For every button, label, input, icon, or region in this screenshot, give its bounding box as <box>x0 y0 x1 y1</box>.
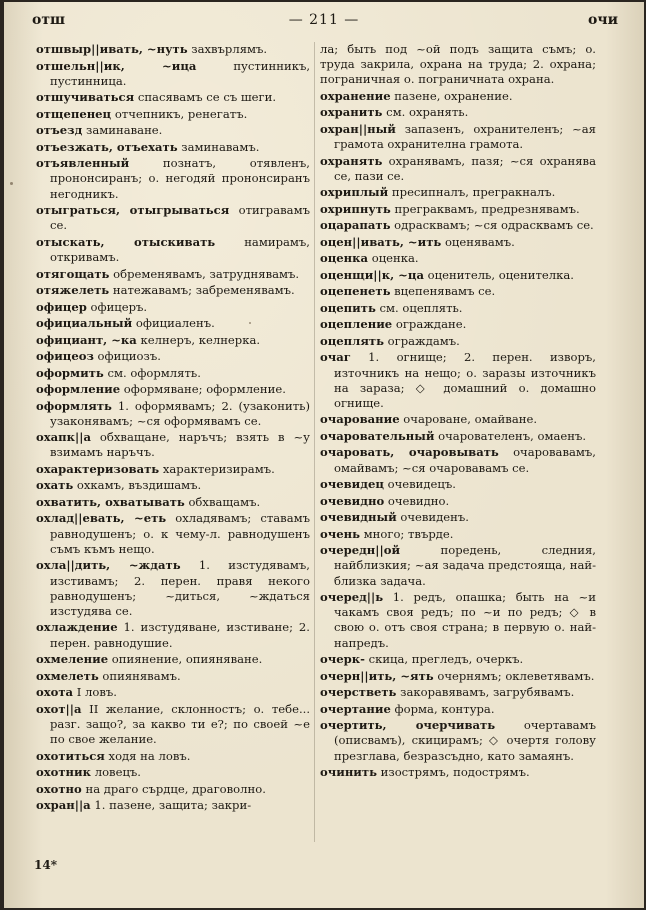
definition: на драго сърдце, драговолно. <box>81 781 266 796</box>
definition: очаровавамъ, омайвамъ; ~ся очаровавамъ се. <box>334 445 596 475</box>
definition: келнеръ, келнерка. <box>136 332 261 347</box>
headword: отшвыр||ивать, ~нуть <box>36 42 188 56</box>
dictionary-entry <box>36 382 310 397</box>
headword: охриплый <box>320 185 389 200</box>
definition: охранявамъ, пазя; ~ся охранява се, пази се. <box>334 153 596 183</box>
definition: пустинникъ, пустинница. <box>50 58 311 88</box>
headword: офицеоз <box>36 349 94 364</box>
definition: охкамъ, въздишамъ. <box>73 478 202 493</box>
dictionary-entry <box>36 511 310 557</box>
definition: спасявамъ се съ шеги. <box>134 90 277 105</box>
headword: отшельн||ик, ~ица <box>36 58 197 73</box>
dictionary-entry <box>320 235 596 250</box>
dictionary-entry <box>36 430 310 460</box>
headword: очерстветь <box>320 685 397 700</box>
headword: очаровать, очаровывать <box>320 445 499 460</box>
headword: оформить <box>36 365 104 380</box>
definition: 1. изстудявамъ, изстивамъ; 2. перен. правя некого равнодушенъ; ~диться, ~ждаться изстудява се. <box>50 558 310 618</box>
headword: охлаждение <box>36 620 118 635</box>
dictionary-entry <box>320 334 596 349</box>
headword: очередн||ой <box>320 543 401 558</box>
dictionary-entry <box>36 316 310 331</box>
definition: намирамъ, откривамъ. <box>50 234 310 265</box>
dictionary-entry <box>320 185 596 200</box>
headword: отъявленный <box>36 156 130 171</box>
definition: изострямъ, подострямъ. <box>376 765 530 780</box>
dictionary-entry <box>36 669 310 684</box>
definition: I ловъ. <box>73 685 117 700</box>
dictionary-entry <box>320 590 596 651</box>
page-header <box>4 12 644 34</box>
definition: поредень, следния, найблизкия; ~ая задача предстояща, най-близка задача. <box>334 543 596 588</box>
headword: отшучиваться <box>36 90 135 105</box>
headword: оформлять <box>36 398 112 413</box>
headword: очинить <box>320 765 377 780</box>
dictionary-entry <box>36 42 310 57</box>
headword: оформление <box>36 382 121 397</box>
headword: очеред||ь <box>320 590 384 605</box>
headword: оценка <box>320 251 369 266</box>
definition: оформяване; оформление. <box>120 382 286 397</box>
definition: отигравамъ се. <box>50 203 310 233</box>
dictionary-entry <box>36 107 310 122</box>
headword: очертание <box>320 701 391 716</box>
header-left-guide-word: отш <box>32 12 66 28</box>
headword: оцарапать <box>320 218 391 233</box>
definition: 1. оформявамъ; 2. (узаконить) узаконявамъ; ~ся оформявамъ се. <box>50 398 310 428</box>
headword: официальный <box>36 316 133 331</box>
headword: охапк||а <box>36 430 91 445</box>
dictionary-entry <box>36 765 310 780</box>
headword: отыграться, отыгрываться <box>36 203 230 218</box>
definition: II желание, склонностъ; о. тебе... разг. защо?, за какво ти е?; по своей ~е по свое желание. <box>50 701 310 747</box>
headword: оцепенеть <box>320 284 391 299</box>
headword: очевидец <box>320 477 384 492</box>
definition: скица, прегледъ, очеркъ. <box>364 652 524 667</box>
column-divider <box>314 42 315 842</box>
headword: отягощать <box>36 266 110 281</box>
headword: охот||а <box>36 701 82 716</box>
dictionary-page <box>4 2 644 908</box>
dictionary-entry <box>36 462 310 477</box>
definition: 1. огнище; 2. перен. изворъ, източникъ на нещо; о. заразы източникъ на зараза; ◇ домашний о. домашно огнище. <box>334 350 596 410</box>
dictionary-entry <box>320 527 596 542</box>
dictionary-entry <box>36 366 310 381</box>
definition: заминавамъ. <box>177 139 260 154</box>
definition: офицеръ. <box>86 299 148 314</box>
definition: отчепникъ, ренегатъ. <box>111 106 248 121</box>
dictionary-entry <box>36 90 310 105</box>
headword: охран||а <box>36 798 91 813</box>
dictionary-entry <box>320 42 596 88</box>
right-column <box>320 42 596 782</box>
definition: форма, контура. <box>390 701 495 716</box>
left-column <box>36 42 310 815</box>
definition: ограждамъ. <box>383 333 460 348</box>
dictionary-entry <box>320 669 596 684</box>
dictionary-entry <box>36 399 310 429</box>
headword: охлад||евать, ~еть <box>36 511 167 526</box>
headword: охотно <box>36 781 82 796</box>
dictionary-entry <box>36 782 310 797</box>
definition: ловецъ. <box>91 765 141 780</box>
paper-stain <box>10 182 13 185</box>
headword: оцепить <box>320 300 376 315</box>
headword: офицер <box>36 299 87 314</box>
headword: оценщи||к, ~ца <box>320 267 424 282</box>
headword: очевидно <box>320 493 385 508</box>
headword: охранение <box>320 88 391 103</box>
dictionary-entry <box>320 202 596 217</box>
definition: характеризирамъ. <box>159 461 275 476</box>
dictionary-entry <box>36 283 310 298</box>
headword: очерн||ить, ~ять <box>320 668 434 683</box>
headword: отяжелеть <box>36 283 110 298</box>
dictionary-entry <box>320 268 596 283</box>
dictionary-entry <box>36 652 310 667</box>
headword: охран||ный <box>320 121 396 136</box>
definition: познатъ, отявленъ, прононсиранъ; о. негодяй прононсиранъ негодникъ. <box>50 156 310 201</box>
header-right-guide-word: очи <box>588 12 618 28</box>
definition: опиянение, опияняване. <box>108 652 263 667</box>
definition: 1. редъ, опашка; быть на ~и чакамъ своя редъ; по ~и по редъ; ◇ в свою о. отъ своя страна; в первую о. най-напредъ. <box>334 590 596 650</box>
definition: очевиденъ. <box>396 510 469 525</box>
headword: охарактеризовать <box>36 461 160 476</box>
dictionary-entry <box>36 620 310 650</box>
dictionary-entry <box>320 685 596 700</box>
dictionary-entry <box>320 154 596 184</box>
headword: очаровательный <box>320 428 435 443</box>
headword: охранить <box>320 105 383 120</box>
dictionary-entry <box>36 156 310 202</box>
dictionary-entry <box>36 203 310 233</box>
headword: оцен||ивать, ~ить <box>320 234 442 249</box>
definition: очертавамъ (описвамъ), скицирамъ; ◇ очертя голову презглава, безразсъдно, като замаянъ. <box>334 718 596 763</box>
dictionary-entry <box>320 218 596 233</box>
dictionary-entry <box>36 749 310 764</box>
definition: оценка. <box>368 251 419 266</box>
dictionary-entry <box>36 702 310 748</box>
definition: см. охранять. <box>382 105 469 120</box>
dictionary-entry <box>320 543 596 589</box>
dictionary-entry <box>320 510 596 525</box>
dictionary-entry <box>320 412 596 427</box>
headword: охмелеть <box>36 668 99 683</box>
dictionary-entry <box>320 702 596 717</box>
headword: очарование <box>320 412 400 427</box>
headword: охватить, охватывать <box>36 494 185 509</box>
dictionary-entry <box>36 685 310 700</box>
headword: отыскать, отыскивать <box>36 234 216 249</box>
definition: обхващамъ. <box>184 494 261 509</box>
definition: вцепенявамъ се. <box>390 284 496 299</box>
definition: ходя на ловъ. <box>104 748 191 763</box>
dictionary-entry <box>36 59 310 89</box>
headword: отъезд <box>36 123 83 138</box>
definition: ограждане. <box>392 317 467 332</box>
definition: ла; быть под ~ой подъ защита съмъ; о. труда закрила, охрана на труда; 2. охрана; пограничная о. пограничната охрана. <box>320 42 596 87</box>
definition: см. оформлять. <box>103 365 201 380</box>
definition: одрасквамъ; ~ся одрасквамъ се. <box>390 218 594 233</box>
definition: очарователенъ, омаенъ. <box>434 428 587 443</box>
dictionary-entry <box>320 429 596 444</box>
dictionary-entry <box>36 123 310 138</box>
definition: очернямъ; оклеветявамъ. <box>433 668 595 683</box>
dictionary-entry <box>320 445 596 475</box>
page-number: — 211 — <box>288 12 360 28</box>
definition: оценитель, оценителка. <box>423 267 574 282</box>
definition: обременявамъ, затруднявамъ. <box>109 266 300 281</box>
dictionary-entry <box>320 317 596 332</box>
definition: очевидно. <box>384 493 450 508</box>
headword: охмеление <box>36 652 109 667</box>
definition: официозъ. <box>93 349 161 364</box>
headword: очевидный <box>320 510 397 525</box>
definition: преграквамъ, предрезнявамъ. <box>390 201 580 216</box>
headword: очертить, очерчивать <box>320 718 496 733</box>
dictionary-entry <box>320 765 596 780</box>
headword: оцепление <box>320 317 393 332</box>
dictionary-entry <box>320 251 596 266</box>
dictionary-entry <box>36 300 310 315</box>
definition: официаленъ. <box>132 316 215 331</box>
definition: 1. пазене, защита; закри- <box>90 798 252 813</box>
definition: пазене, охранение. <box>390 88 513 103</box>
headword: оцеплять <box>320 333 384 348</box>
definition: опиянявамъ. <box>98 668 181 683</box>
dictionary-entry <box>36 140 310 155</box>
definition: 1. изстудяване, изстиване; 2. перен. равнодушие. <box>50 620 310 650</box>
dictionary-entry <box>36 333 310 348</box>
dictionary-entry <box>36 558 310 619</box>
headword: охота <box>36 685 74 700</box>
dictionary-entry <box>320 477 596 492</box>
headword: очаг <box>320 350 351 365</box>
dictionary-entry <box>320 105 596 120</box>
dictionary-entry <box>36 495 310 510</box>
signature-mark: 14* <box>34 858 57 872</box>
definition: много; твърде. <box>359 526 454 541</box>
dictionary-entry <box>36 235 310 265</box>
paper-stain <box>249 322 251 324</box>
definition: запазенъ, охранителенъ; ~ая грамота охранителна грамота. <box>334 121 596 152</box>
definition: заминаване. <box>82 123 163 138</box>
headword: охать <box>36 478 74 493</box>
dictionary-entry <box>320 89 596 104</box>
headword: отщепенец <box>36 106 112 121</box>
headword: отъезжать, отъехать <box>36 139 178 154</box>
headword: охотиться <box>36 748 105 763</box>
headword: охранять <box>320 153 383 168</box>
dictionary-entry <box>36 798 310 813</box>
dictionary-entry <box>320 494 596 509</box>
headword: официант, ~ка <box>36 332 137 347</box>
headword: очерк- <box>320 652 365 667</box>
dictionary-entry <box>320 301 596 316</box>
headword: очень <box>320 526 360 541</box>
headword: охотник <box>36 765 92 780</box>
definition: оценявамъ. <box>441 234 515 249</box>
dictionary-entry <box>320 718 596 764</box>
dictionary-entry <box>320 652 596 667</box>
definition: закоравявамъ, загрубявамъ. <box>396 685 575 700</box>
definition: обхващане, наръчъ; взять в ~у взимамъ наръчъ. <box>50 430 310 460</box>
dictionary-entry <box>36 349 310 364</box>
definition: охладявамъ; ставамъ равнодушенъ; о. к чему-л. равнодушенъ съмъ къмъ нещо. <box>50 511 310 556</box>
dictionary-entry <box>320 284 596 299</box>
definition: очевидецъ. <box>383 477 456 492</box>
headword: охла||дить, ~ждать <box>36 558 181 573</box>
dictionary-entry <box>320 122 596 152</box>
dictionary-entry <box>36 267 310 282</box>
definition: захвърлямъ. <box>187 42 268 56</box>
dictionary-entry <box>320 350 596 411</box>
definition: пресипналъ, прегракналъ. <box>388 185 556 200</box>
definition: см. оцеплять. <box>375 300 463 315</box>
definition: натежавамъ; забременявамъ. <box>109 283 295 298</box>
dictionary-entry <box>36 478 310 493</box>
headword: охрипнуть <box>320 201 391 216</box>
definition: очароване, омайване. <box>399 412 538 427</box>
